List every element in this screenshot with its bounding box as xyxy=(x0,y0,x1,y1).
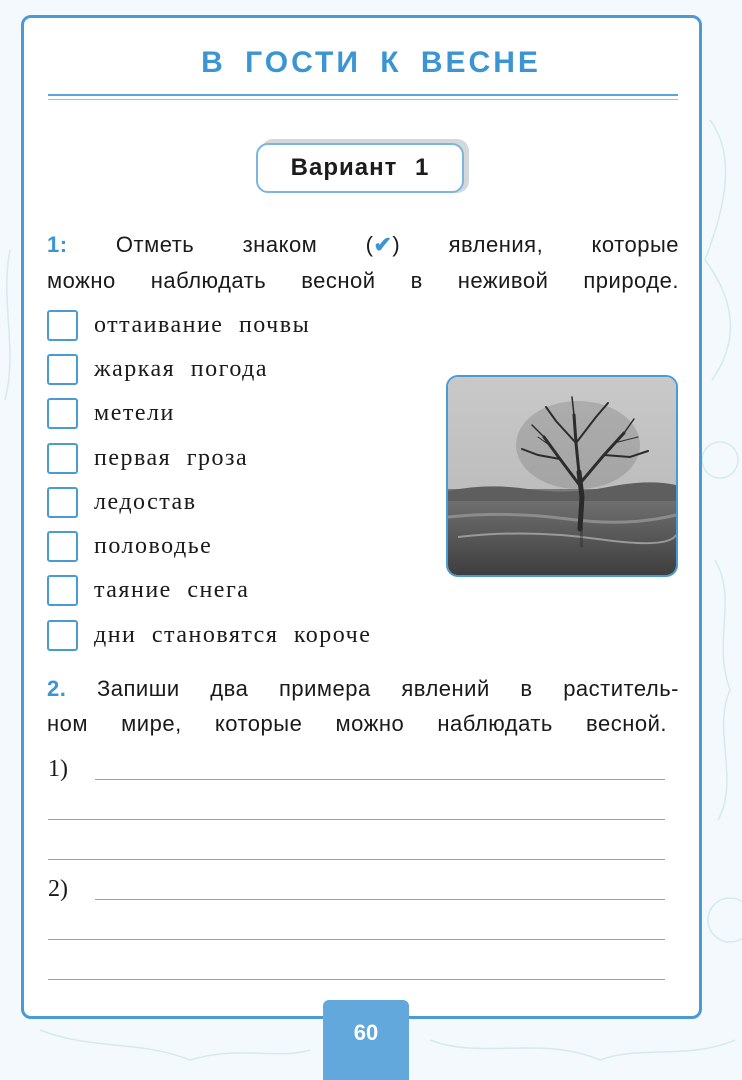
option-row xyxy=(47,441,248,475)
option-label: дни становятся короче xyxy=(94,621,372,648)
option-row xyxy=(47,485,197,519)
answer-line[interactable] xyxy=(48,819,665,820)
task1-text-b: ) явления, которые xyxy=(392,232,679,257)
option-row xyxy=(47,352,268,386)
page-title: В ГОСТИ К ВЕСНЕ xyxy=(201,46,541,79)
option-label: первая гроза xyxy=(94,444,249,471)
answer2-label: 2) xyxy=(48,876,68,902)
option-row xyxy=(47,529,212,563)
check-mark-icon: ✔ xyxy=(373,232,393,257)
option-label: половодье xyxy=(94,532,213,559)
option-checkbox[interactable] xyxy=(47,443,78,474)
option-checkbox[interactable] xyxy=(47,310,78,341)
option-label: ледостав xyxy=(94,488,197,515)
option-checkbox[interactable] xyxy=(47,398,78,429)
answer-line[interactable] xyxy=(48,939,665,940)
task2-prompt-line1 xyxy=(47,676,679,702)
task1-text-a: Отметь знаком ( xyxy=(115,232,374,257)
option-label: оттаивание почвы xyxy=(94,311,311,338)
answer1-label: 1) xyxy=(48,756,68,782)
task1-prompt-line2: можно наблюдать весной в неживой природе. xyxy=(47,268,679,293)
task2-prompt-line2: ном мире, которые можно наблюдать весной. xyxy=(47,711,667,736)
task2-number: 2. xyxy=(47,676,67,701)
option-label: таяние снега xyxy=(94,576,250,603)
variant-label: Вариант 1 xyxy=(256,143,464,193)
task1-prompt-line1 xyxy=(47,232,679,258)
option-row xyxy=(47,618,371,652)
answer-line[interactable] xyxy=(48,979,665,980)
option-row xyxy=(47,573,249,607)
page-number: 60 xyxy=(323,1000,409,1080)
option-checkbox[interactable] xyxy=(47,620,78,651)
answer-line[interactable] xyxy=(95,779,665,780)
answer-line[interactable] xyxy=(95,899,665,900)
answer-line[interactable] xyxy=(48,859,665,860)
option-checkbox[interactable] xyxy=(47,531,78,562)
option-row xyxy=(47,396,175,430)
title-underline-thin xyxy=(48,99,678,100)
task1-number: 1: xyxy=(47,232,68,257)
option-checkbox[interactable] xyxy=(47,354,78,385)
option-row xyxy=(47,308,310,342)
spring-tree-photo xyxy=(446,375,678,577)
option-label: жаркая погода xyxy=(94,355,268,382)
option-checkbox[interactable] xyxy=(47,575,78,606)
task2-text-a: Запиши два примера явлений в раститель- xyxy=(97,676,679,701)
option-checkbox[interactable] xyxy=(47,487,78,518)
title-underline xyxy=(48,94,678,96)
option-label: метели xyxy=(94,399,175,426)
